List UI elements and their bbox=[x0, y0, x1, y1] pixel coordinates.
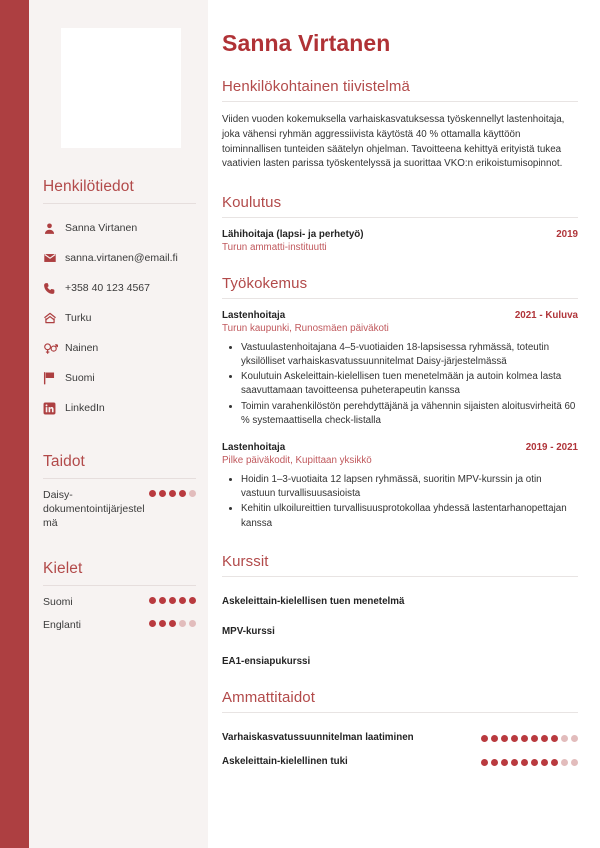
job-employer: Pilke päiväkodit, Kupittaan yksikkö bbox=[222, 455, 372, 467]
rating-dot-empty bbox=[561, 759, 568, 766]
contact-value: sanna.virtanen@email.fi bbox=[65, 252, 178, 264]
spacer bbox=[222, 724, 578, 732]
person-icon bbox=[43, 222, 65, 235]
phone-icon bbox=[43, 282, 65, 295]
courses-heading: Kurssit bbox=[222, 552, 269, 570]
rating-dot-filled bbox=[511, 759, 518, 766]
rating-dot-filled bbox=[149, 490, 156, 497]
professional-skill-row bbox=[222, 756, 578, 767]
entry-header bbox=[222, 310, 578, 321]
rating-dot-filled bbox=[491, 735, 498, 742]
education-entry bbox=[222, 229, 578, 253]
rating-dot-filled bbox=[481, 735, 488, 742]
rating-dot-filled bbox=[159, 620, 166, 627]
entry-header bbox=[222, 229, 578, 240]
contact-item-nationality bbox=[43, 363, 198, 393]
education-institution: Turun ammatti-instituutti bbox=[222, 241, 327, 253]
professional-skill-label: Varhaiskasvatussuunnitelman laatiminen bbox=[222, 731, 414, 743]
bullet-item: • Kehitin ulkoilureittien turvallisuusprotokollaa yhdessä lastentarhanopettajan kanssa bbox=[241, 502, 578, 530]
course-item: MPV-kurssi bbox=[222, 625, 275, 637]
rating-dot-filled bbox=[511, 735, 518, 742]
rating-dot-filled bbox=[531, 735, 538, 742]
skill-label: Daisy-dokumentointijärjestelmä bbox=[43, 489, 145, 529]
rating-dot-empty bbox=[179, 620, 186, 627]
contact-item-linkedin[interactable] bbox=[43, 393, 198, 423]
education-title: Lähihoitaja (lapsi- ja perhetyö) bbox=[222, 228, 364, 240]
contact-value: +358 40 123 4567 bbox=[65, 282, 150, 294]
professional-skills-heading: Ammattitaidot bbox=[222, 688, 315, 706]
experience-heading: Työkokemus bbox=[222, 274, 308, 292]
rating-dot-filled bbox=[179, 490, 186, 497]
divider bbox=[222, 298, 578, 299]
experience-entry bbox=[222, 310, 578, 428]
language-row bbox=[40, 618, 198, 632]
language-label: Suomi bbox=[43, 596, 73, 608]
linkedin-icon bbox=[43, 402, 65, 415]
skills-section bbox=[40, 453, 198, 479]
summary-text: Viiden vuoden kokemuksella varhaiskasvatuksessa työskennellyt lastenhoitaja, joka vähensi ryhmän aggressiivista käytöstä 40 % ottamalla käyttöön toiminnallisen tunteiden säätelyn ohjelman. Tavoitteena kehittyä erityistä tukea vaativien lasten parissa työskentelyssä ja suorittaa VKO:n erikoistumisopinnot. bbox=[222, 114, 565, 170]
skill-row bbox=[40, 488, 198, 530]
envelope-icon bbox=[43, 251, 65, 265]
languages-section bbox=[40, 560, 198, 586]
rating-dot-empty bbox=[571, 759, 578, 766]
rating-dot-filled bbox=[169, 597, 176, 604]
divider bbox=[222, 712, 578, 713]
rating-dot-filled bbox=[521, 759, 528, 766]
job-employer: Turun kaupunki, Runosmäen päiväkoti bbox=[222, 322, 389, 334]
contact-value: LinkedIn bbox=[65, 402, 105, 414]
rating-dot-filled bbox=[521, 735, 528, 742]
language-rating-dots bbox=[149, 618, 196, 627]
job-bullets bbox=[222, 341, 578, 428]
rating-dot-empty bbox=[571, 735, 578, 742]
divider bbox=[43, 203, 196, 204]
contact-list bbox=[40, 213, 198, 423]
left-accent-stripe bbox=[0, 0, 29, 848]
professional-skill-rating-dots bbox=[481, 757, 578, 766]
rating-dot-filled bbox=[551, 735, 558, 742]
spacer bbox=[222, 588, 578, 596]
job-date: 2019 - 2021 bbox=[525, 442, 578, 454]
job-title: Lastenhoitaja bbox=[222, 442, 286, 454]
spacer bbox=[222, 430, 578, 442]
sidebar bbox=[29, 0, 208, 848]
rating-dot-filled bbox=[169, 490, 176, 497]
bullet-item: • Koulutuin Askeleittain-kielellisen tuen menetelmään ja autoin kolmea lasta saavuttamaan tavoitteensa puheterapeutin kanssa bbox=[241, 370, 578, 398]
home-icon bbox=[43, 311, 65, 325]
rating-dot-filled bbox=[159, 597, 166, 604]
rating-dot-filled bbox=[149, 620, 156, 627]
divider bbox=[222, 576, 578, 577]
contact-value: Turku bbox=[65, 312, 92, 324]
job-date: 2021 - Kuluva bbox=[514, 309, 578, 321]
language-rating-dots bbox=[149, 595, 196, 604]
profile-photo-placeholder bbox=[61, 28, 181, 148]
rating-dot-filled bbox=[541, 759, 548, 766]
job-title: Lastenhoitaja bbox=[222, 309, 286, 321]
course-item: Askeleittain-kielellisen tuen menetelmä bbox=[222, 595, 405, 607]
gender-icon bbox=[43, 341, 65, 355]
rating-dot-filled bbox=[541, 735, 548, 742]
contact-value: Suomi bbox=[65, 372, 95, 384]
skills-heading: Taidot bbox=[43, 453, 85, 470]
contact-value: Sanna Virtanen bbox=[65, 222, 138, 234]
course-item: EA1-ensiapukurssi bbox=[222, 655, 311, 667]
experience-entry bbox=[222, 442, 578, 531]
rating-dot-filled bbox=[551, 759, 558, 766]
divider bbox=[222, 217, 578, 218]
language-label: Englanti bbox=[43, 619, 81, 631]
rating-dot-filled bbox=[481, 759, 488, 766]
main-content bbox=[208, 0, 600, 848]
rating-dot-filled bbox=[501, 759, 508, 766]
contact-value: Nainen bbox=[65, 342, 99, 354]
languages-heading: Kielet bbox=[43, 560, 83, 577]
professional-skill-row bbox=[222, 732, 578, 743]
education-heading: Koulutus bbox=[222, 193, 282, 211]
professional-skill-label: Askeleittain-kielellinen tuki bbox=[222, 755, 348, 767]
contact-item-email[interactable] bbox=[43, 243, 198, 273]
entry-header bbox=[222, 442, 578, 453]
summary-heading: Henkilökohtainen tiivistelmä bbox=[222, 78, 410, 96]
bullet-item: • Vastuulastenhoitajana 4–5-vuotiaiden 18-lapsisessa ryhmässä, toteutin yksilölliset varhaiskasvatussuunnitelmat Daisy-järjestelmässä bbox=[241, 341, 578, 369]
rating-dot-empty bbox=[561, 735, 568, 742]
rating-dot-filled bbox=[149, 597, 156, 604]
divider bbox=[43, 478, 196, 479]
divider bbox=[43, 585, 196, 586]
language-row bbox=[40, 595, 198, 609]
rating-dot-filled bbox=[491, 759, 498, 766]
contact-item-gender bbox=[43, 333, 198, 363]
contact-item-phone[interactable] bbox=[43, 273, 198, 303]
rating-dot-filled bbox=[531, 759, 538, 766]
rating-dot-filled bbox=[159, 490, 166, 497]
flag-icon bbox=[43, 371, 65, 385]
personal-details-heading: Henkilötiedot bbox=[43, 178, 134, 195]
professional-skill-rating-dots bbox=[481, 733, 578, 742]
job-bullets bbox=[222, 473, 578, 531]
bullet-item: • Hoidin 1–3-vuotiaita 12 lapsen ryhmässä, suoritin MPV-kurssin ja otin vastuun turvallisuusasioista bbox=[241, 473, 578, 501]
rating-dot-filled bbox=[169, 620, 176, 627]
divider bbox=[222, 101, 578, 102]
bullet-item: • Toimin varahenkilöstön perehdyttäjänä ja vähennin sijaisten aloitusvirheitä 60 % systemaattisella check-listalla bbox=[241, 400, 578, 428]
rating-dot-filled bbox=[179, 597, 186, 604]
rating-dot-empty bbox=[189, 620, 196, 627]
rating-dot-empty bbox=[189, 490, 196, 497]
contact-item-location bbox=[43, 303, 198, 333]
rating-dot-filled bbox=[189, 597, 196, 604]
page-title: Sanna Virtanen bbox=[222, 30, 391, 56]
personal-details-section bbox=[40, 178, 198, 204]
rating-dot-filled bbox=[501, 735, 508, 742]
education-date: 2019 bbox=[556, 228, 578, 240]
contact-item-name bbox=[43, 213, 198, 243]
skill-rating-dots bbox=[149, 488, 196, 497]
